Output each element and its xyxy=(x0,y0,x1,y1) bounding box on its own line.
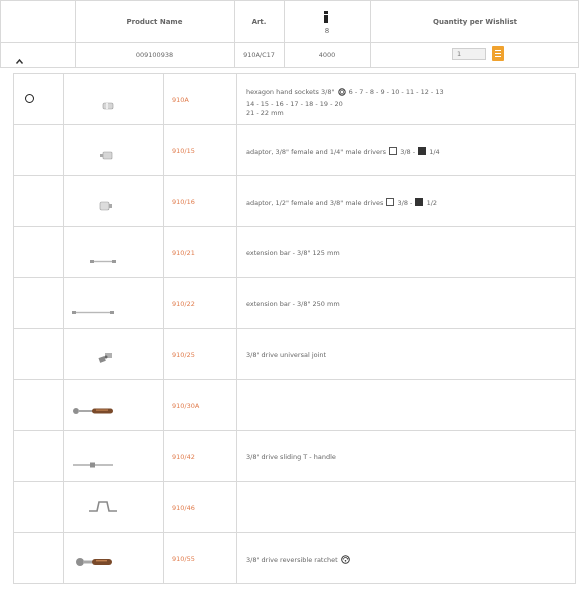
item-description xyxy=(246,198,437,209)
square-drive-empty-icon xyxy=(386,198,394,206)
product-stock: 4000 xyxy=(318,51,336,59)
desc-text: 3/8" drive reversible ratchet xyxy=(246,556,338,564)
article-link[interactable]: 910/16 xyxy=(172,198,195,206)
article-link[interactable]: 910/22 xyxy=(172,300,195,308)
article-link[interactable]: 910/55 xyxy=(172,555,195,563)
square-drive-empty-icon xyxy=(389,147,397,155)
desc-sizes-2: 14 - 15 - 16 - 17 - 18 - 19 - 20 xyxy=(246,99,343,108)
item-description: extension bar - 3/8" 125 mm xyxy=(246,249,340,257)
item-description: 3/8" drive sliding T - handle xyxy=(246,453,336,461)
adaptor-thumbnail xyxy=(100,145,114,164)
select-radio[interactable] xyxy=(25,94,34,103)
product-header-table xyxy=(0,0,579,68)
article-link[interactable]: 910/46 xyxy=(172,504,195,512)
table-row xyxy=(14,278,575,329)
item-description: extension bar - 3/8" 250 mm xyxy=(246,300,340,308)
extension-bar-long-thumbnail xyxy=(72,300,114,319)
article-link[interactable]: 910/21 xyxy=(172,249,195,257)
col-stock-count: 8 xyxy=(324,27,330,35)
item-description: 3/8" drive universal joint xyxy=(246,351,327,359)
article-link[interactable]: 910A xyxy=(172,96,189,104)
product-row xyxy=(1,42,578,68)
desc-from: 3/8 - xyxy=(397,199,413,207)
universal-joint-thumbnail xyxy=(98,348,114,367)
chevron-up-icon[interactable] xyxy=(15,50,24,57)
adaptor-thumbnail xyxy=(99,196,113,215)
set-contents-table xyxy=(13,73,576,584)
table-row xyxy=(14,176,575,227)
table-row xyxy=(14,482,575,533)
product-art: 910A/C17 xyxy=(243,51,275,59)
ratchet-handle-thumbnail xyxy=(72,400,114,419)
desc-sizes-3: 21 - 22 mm xyxy=(246,109,284,117)
table-row xyxy=(14,227,575,278)
article-link[interactable]: 910/25 xyxy=(172,351,195,359)
article-link[interactable]: 910/15 xyxy=(172,147,195,155)
reversible-ratchet-icon xyxy=(341,555,350,568)
article-link[interactable]: 910/42 xyxy=(172,453,195,461)
table-row xyxy=(14,125,575,176)
reversible-ratchet-thumbnail xyxy=(75,552,113,571)
quantity-input[interactable]: 1 xyxy=(452,48,486,60)
product-number: 009100938 xyxy=(135,51,174,59)
desc-to: 1/4 xyxy=(429,148,440,156)
table-row xyxy=(14,329,575,380)
desc-sizes: 6 - 7 - 8 - 9 - 10 - 11 - 12 - 13 xyxy=(348,88,444,96)
info-icon xyxy=(322,8,330,20)
desc-text: adaptor, 3/8" female and 1/4" male drivers xyxy=(246,148,387,156)
speed-brace-thumbnail xyxy=(88,499,118,518)
wishlist-add-icon[interactable] xyxy=(492,46,504,61)
hexagon-socket-icon xyxy=(338,88,346,100)
table-row xyxy=(14,431,575,482)
table-row xyxy=(14,380,575,431)
square-drive-filled-icon xyxy=(415,198,423,206)
item-description xyxy=(246,147,440,158)
article-link[interactable]: 910/30A xyxy=(172,402,200,410)
table-row xyxy=(14,533,575,584)
sliding-t-handle-thumbnail xyxy=(73,453,113,472)
item-description xyxy=(246,88,444,119)
square-drive-filled-icon xyxy=(418,147,426,155)
header-row xyxy=(1,1,578,43)
desc-text: adaptor, 1/2" female and 3/8" male drives xyxy=(246,199,384,207)
col-product-name: Product Name xyxy=(126,18,183,26)
table-row xyxy=(14,74,575,125)
extension-bar-short-thumbnail xyxy=(90,249,116,268)
desc-to: 1/2 xyxy=(426,199,438,207)
desc-from: 3/8 - xyxy=(400,148,416,156)
desc-text: hexagon hand sockets 3/8" xyxy=(246,88,335,96)
col-art: Art. xyxy=(251,18,267,26)
item-description xyxy=(246,555,350,568)
socket-thumbnail xyxy=(102,95,114,114)
col-quantity: Quantity per Wishlist xyxy=(433,18,517,26)
